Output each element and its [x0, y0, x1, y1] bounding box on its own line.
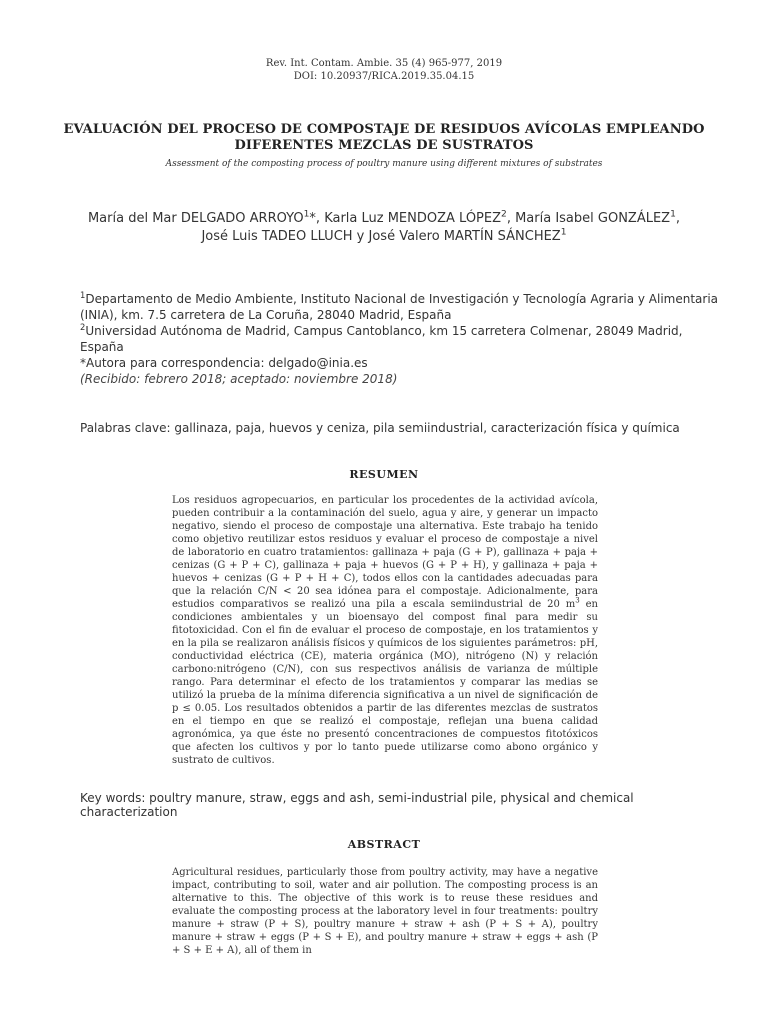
resumen-text-part: Los residuos agropecuarios, en particular los procedentes de la actividad avícola, pueden contribuir a la contaminación del suelo, agua y aire, y generar un impacto negativo, siendo el proceso de compostaje una alternativa. Este trabajo ha tenido como objetivo reutilizar estos residuos y evaluar el proceso de compostaje a nivel de laboratorio en cuatro tratamientos: gallinaza + paja (G + P), gallinaza + paja + cenizas (G + P + C), gallinaza + paja + huevos (G + P + H), y gallinaza + paja + huevos + cenizas (G + P + H + C), todos ellos con la cantidades adecuadas para que la relación C/N < 20 sea idónea para el compostaje. Adicionalmente, para estudios comparativos se realizó una pila a escala semiindustrial de 20 m [172, 495, 598, 610]
key-words: Key words: poultry manure, straw, eggs and ash, semi-industrial pile, physical and chemical characterization [80, 791, 634, 819]
doi: DOI: 10.20937/RICA.2019.35.04.15 [293, 71, 475, 82]
author-name: José Luis TADEO LLUCH y José Valero MARTÍN SÁNCHEZ [201, 229, 561, 244]
author-affil-mark: 2 [501, 209, 507, 220]
journal-header [0, 57, 768, 83]
article-title: EVALUACIÓN DEL PROCESO DE COMPOSTAJE DE RESIDUOS AVÍCOLAS EMPLEANDO DIFERENTES MEZCLAS DE SUSTRATOS [63, 122, 705, 153]
affiliation-1 [80, 291, 720, 323]
author-name: , María Isabel GONZÁLEZ [506, 211, 671, 226]
author-line-1 [40, 210, 728, 228]
author-separator: , [675, 211, 681, 226]
affiliation-text: Universidad Autónoma de Madrid, Campus Cantoblanco, km 15 carretera Colmenar, 28049 Madrid, España [80, 324, 683, 354]
author-affil-mark: 1 [560, 227, 567, 238]
article-subtitle: Assessment of the composting process of poultry manure using different mixtures of substrates [165, 159, 603, 169]
received-dates: (Recibido: febrero 2018; aceptado: noviembre 2018) [80, 372, 398, 386]
affiliation-mark: 1 [80, 290, 86, 300]
author-line-2 [40, 228, 728, 246]
resumen-text-part: en condiciones ambientales y un bioensayo del compost final para medir su fitotoxicidad. Con el fin de evaluar el proceso de compostaje, en los tratamientos y en la pila se realizaron análisis físicos y químicos de los siguientes parámetros: pH, conductividad eléctrica (CE), materia orgánica (MO), nitrógeno (N) y relación carbono:nitrógeno (C/N), con sus respectivos análisis de varianza de múltiple rango. Para determinar el efecto de los tratamientos y comparar las medias se utilizó la prueba de la mínima diferencia significativa a un nivel de significación de p ≤ 0.05. Los resultados obtenidos a partir de las diferentes mezclas de sustratos en el tiempo en que se realizó el compostaje, reflejan una buena calidad agronómica, ya que éste no presentó concentraciones de compuestos fitotóxicos que afecten los cultivos y por lo tanto puede utilizarse como abono orgánico y sustrato de cultivos. [172, 599, 598, 766]
journal-citation: Rev. Int. Contam. Ambie. 35 (4) 965-977, 2019 [265, 58, 503, 69]
affiliations [80, 291, 720, 371]
author-name: María del Mar DELGADO ARROYO [87, 211, 304, 226]
correspondence-line: *Autora para correspondencia: delgado@inia.es [80, 356, 368, 370]
author-affil-mark: 1 [303, 209, 310, 220]
author-name: Karla Luz MENDOZA LÓPEZ [324, 211, 502, 226]
abstract-heading: ABSTRACT [347, 838, 421, 851]
corresponding-mark: *, [309, 211, 325, 226]
affiliation-2 [80, 323, 720, 355]
affiliation-text: Departamento de Medio Ambiente, Instituto Nacional de Investigación y Tecnología Agraria y Alimentaria (INIA), km. 7.5 carretera de La Coruña, 28040 Madrid, España [80, 292, 719, 322]
resumen-text [172, 494, 598, 767]
unit-superscript: 3 [575, 596, 580, 605]
resumen-heading: RESUMEN [349, 468, 419, 481]
abstract-text: Agricultural residues, particularly those from poultry activity, may have a negative impact, contributing to soil, water and air pollution. The composting process is an alternative to this. The objective of this work is to reuse these residues and evaluate the composting process at the laboratory level in four treatments: poultry manure + straw (P + S), poultry manure + straw + ash (P + S + A), poultry manure + straw + eggs (P + S + E), and poultry manure + straw + eggs + ash (P + S + E + A), all of them in [172, 867, 598, 956]
affiliation-mark: 2 [80, 322, 86, 332]
author-affil-mark: 1 [670, 209, 676, 220]
author-list [40, 210, 728, 246]
palabras-clave: Palabras clave: gallinaza, paja, huevos y ceniza, pila semiindustrial, caracterización física y química [80, 421, 680, 435]
